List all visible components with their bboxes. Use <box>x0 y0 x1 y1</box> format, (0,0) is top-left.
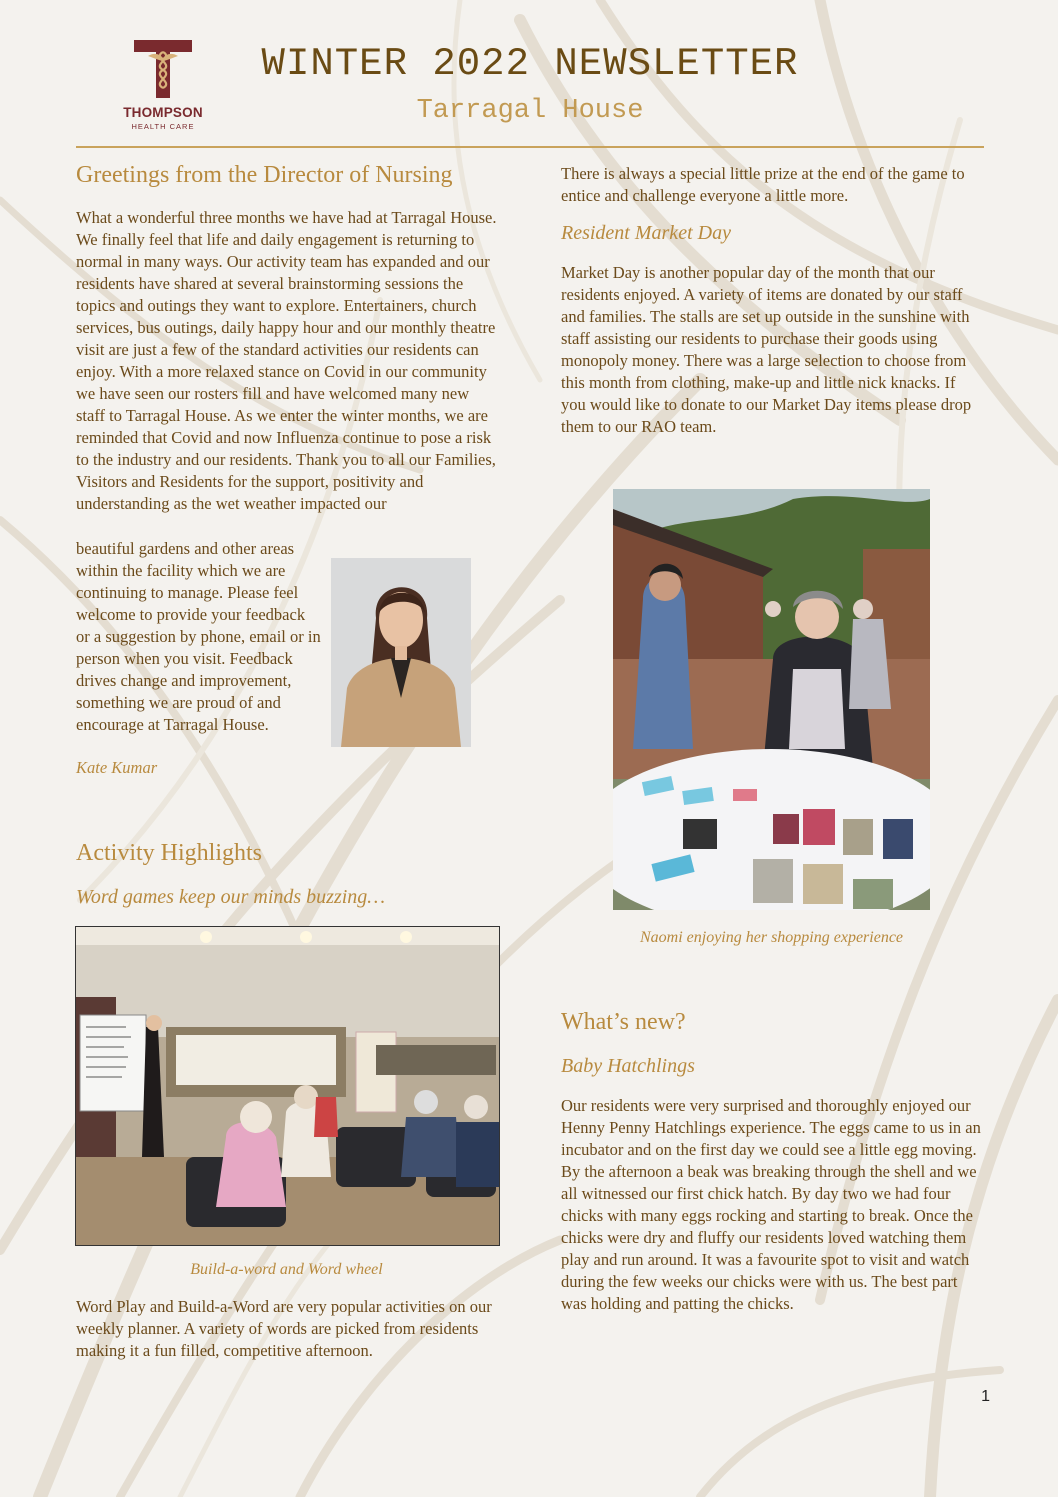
market-day-photo <box>613 489 930 910</box>
activity-subheading: Word games keep our minds buzzing… <box>76 886 386 908</box>
market-subheading: Resident Market Day <box>561 222 731 244</box>
caduceus-t-logo-icon <box>132 38 194 100</box>
prize-paragraph: There is always a special little prize at the end of the game to entice and challenge everyone a little more. <box>561 164 965 205</box>
hatchlings-paragraph: Our residents were very surprised and thoroughly enjoyed our Henny Penny Hatchlings experience. The eggs came to us in an incubator and on the first day we could see a little egg moving. By the afternoon a beak was breaking through the shell and we all witnessed our first chick hatch. By day two we had four chicks with many eggs rocking and starting to break. Once the chicks were dry and fluffy our residents loved watching them play and run around. It was a favourite spot to visit and watch during the few weeks our chicks were with us. The best part was holding and patting the chicks. <box>561 1096 981 1313</box>
newsletter-subtitle: Tarragal House <box>416 96 644 126</box>
director-portrait-photo <box>331 558 471 747</box>
market-day-caption: Naomi enjoying her shopping experience <box>639 929 904 946</box>
activity-heading: Activity Highlights <box>76 840 262 866</box>
brand-name: THOMPSON <box>123 105 203 120</box>
brand-logo <box>112 38 214 134</box>
director-paragraph: What a wonderful three months we have had at Tarragal House. We finally feel that life and daily engagement is returning to normal in many ways. Our activity team has expanded and our residents have shared at several brainstorming sessions the topics and outings they want to explore. Entertainers, church services, bus outings, daily happy hour and our monthly theatre visit are just a few of the standard activities our residents can enjoy. With a more relaxed stance on Covid in our community we have seen our rosters fill and have welcomed many new staff to Tarragal House. As we enter the winter months, we are reminded that Covid and now Influenza continue to pose a risk to the industry and our residents. Thank you to all our Families, Visitors and Residents for the support, positivity and understanding as the wet weather impacted our <box>76 208 497 513</box>
whats-new-heading: What’s new? <box>561 1009 686 1035</box>
page-number: 1 <box>981 1388 990 1405</box>
director-signature: Kate Kumar <box>76 758 158 777</box>
market-paragraph: Market Day is another popular day of the month that our residents enjoyed. A variety of items are donated by our staff and families. The stalls are set up outside in the sunshine with staff assisting our residents to purchase their goods using monopoly money. There was a large selection to choose from this month from clothing, make-up and little nick knacks. If you would like to donate to our Market Day items please drop them to our RAO team. <box>561 263 972 436</box>
header-divider <box>76 146 984 148</box>
newsletter-title: WINTER 2022 NEWSLETTER <box>261 42 799 86</box>
word-games-caption: Build-a-word and Word wheel <box>190 1261 383 1278</box>
brand-subtitle: HEALTH CARE <box>131 122 195 131</box>
director-heading: Greetings from the Director of Nursing <box>76 162 453 188</box>
director-paragraph-continued: beautiful gardens and other areas within the facility which we are continuing to manage. Please feel welcome to provide your feedback or a suggestion by phone, email or in person when you visit. Feedback drives change and improvement, something we are proud of and encourage at Tarragal House. <box>76 539 321 734</box>
activity-paragraph: Word Play and Build-a-Word are very popular activities on our weekly planner. A variety of words are picked from residents making it a fun filled, competitive afternoon. <box>76 1297 492 1360</box>
word-games-photo <box>75 926 500 1246</box>
hatchlings-subheading: Baby Hatchlings <box>561 1055 695 1077</box>
